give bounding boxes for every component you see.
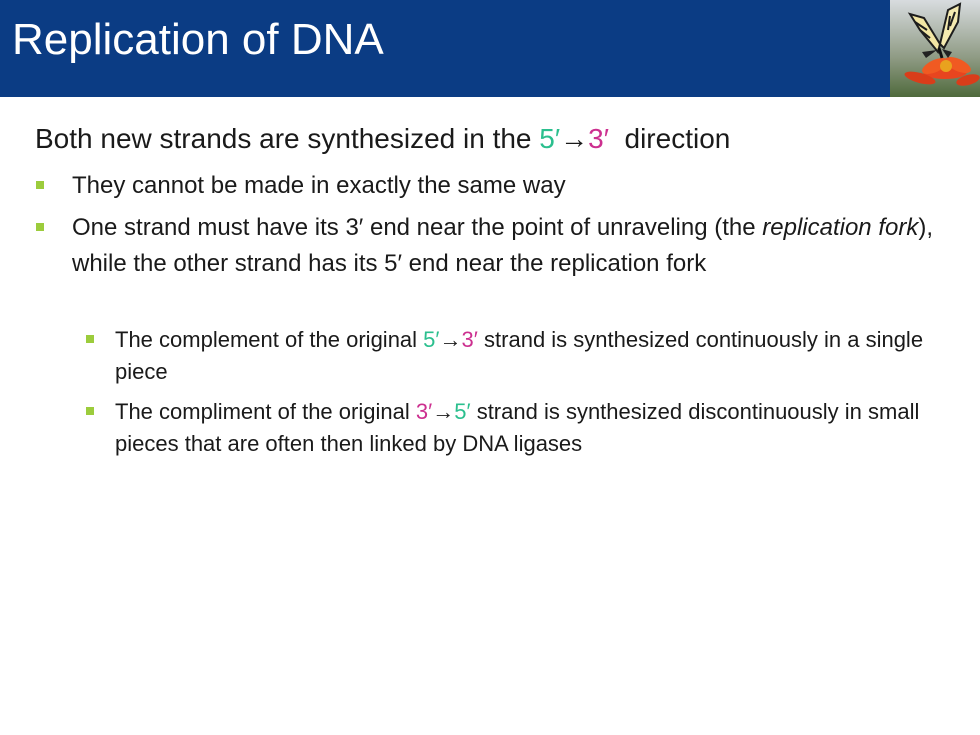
butterfly-logo-image (890, 0, 980, 97)
square-bullet-icon (36, 223, 44, 231)
sub-bullet-text-continued: strand is synthesized discontinuously in small pieces that are often then linked by DNA ligases (115, 399, 920, 456)
sub-bullet-item (115, 324, 935, 388)
three-prime-label: 3′ (415, 399, 433, 424)
arrow: → (432, 399, 455, 424)
main-statement (35, 121, 730, 157)
sub-bullet-text: The compliment of the original (115, 399, 416, 424)
sub-bullet-text: The complement of the original (115, 327, 424, 352)
three-prime-label: 3′ (461, 327, 478, 352)
title-bar (0, 0, 980, 97)
square-bullet-icon (86, 335, 94, 343)
statement-text: Both new strands are synthesized in the (35, 123, 540, 154)
five-prime-label: 5′ (454, 399, 471, 424)
square-bullet-icon (36, 181, 44, 189)
bullet-text: They cannot be made in exactly the same way (72, 172, 566, 199)
square-bullet-icon (86, 407, 94, 415)
arrow: → (439, 327, 462, 352)
five-prime-label: 5′ (423, 327, 440, 352)
replication-fork-term: replication fork (762, 214, 919, 241)
sub-bullet-text-continued: strand is synthesized continuously in a single piece (115, 327, 924, 384)
arrow: → (560, 123, 589, 154)
slide-title: Replication of DNA (12, 15, 384, 64)
bullet-item (72, 168, 952, 204)
butterfly-flower-icon (890, 0, 980, 97)
three-prime-label: 3′ (588, 123, 609, 154)
bullet-item (72, 210, 952, 282)
sub-bullet-item (115, 396, 935, 460)
statement-tail: direction (608, 123, 731, 154)
bullet-text: One strand must have its 3′ end near the point of unraveling (the (72, 214, 763, 241)
bullet-text-continued: ), while the other strand has its 5′ end near the replication fork (72, 214, 933, 277)
five-prime-label: 5′ (539, 123, 561, 154)
